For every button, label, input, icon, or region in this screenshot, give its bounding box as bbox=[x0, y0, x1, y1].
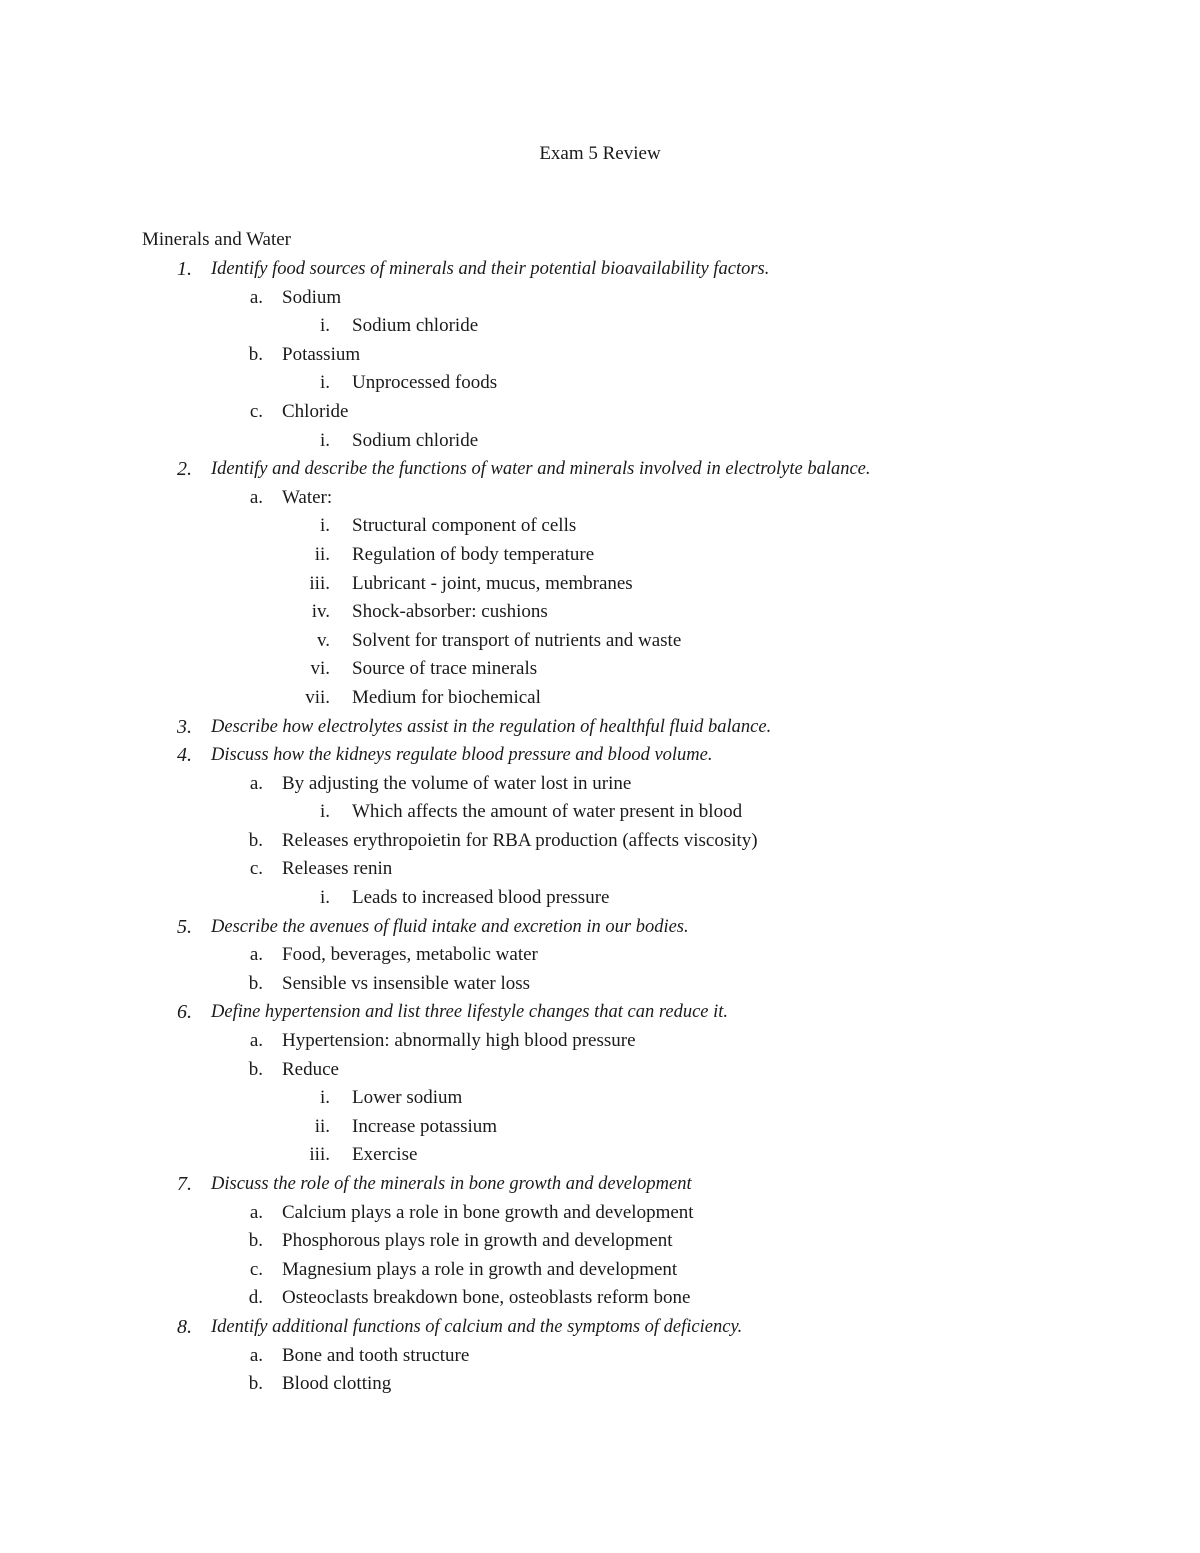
answer-item bbox=[0, 398, 1200, 427]
list-marker: 4. bbox=[177, 744, 192, 767]
list-marker: i. bbox=[319, 1087, 330, 1109]
list-text: Solvent for transport of nutrients and waste bbox=[352, 629, 682, 651]
list-marker: d. bbox=[248, 1287, 263, 1309]
answer-item bbox=[0, 941, 1200, 970]
list-marker: ii. bbox=[314, 543, 330, 565]
list-text: Magnesium plays a role in growth and development bbox=[282, 1258, 678, 1280]
list-text: Identify food sources of minerals and their potential bioavailability factors. bbox=[211, 259, 770, 279]
list-marker: i. bbox=[319, 429, 330, 451]
list-text: Source of trace minerals bbox=[352, 658, 538, 680]
answer-item bbox=[0, 1284, 1200, 1313]
list-marker: iv. bbox=[311, 601, 330, 623]
list-text: Chloride bbox=[282, 400, 349, 422]
question-item bbox=[0, 998, 1200, 1027]
list-text: Shock-absorber: cushions bbox=[352, 601, 548, 623]
list-marker: a. bbox=[249, 944, 263, 966]
sub-answer-item bbox=[0, 1141, 1200, 1170]
list-text: Water: bbox=[282, 486, 333, 508]
list-marker: v. bbox=[316, 629, 330, 651]
list-marker: i. bbox=[319, 801, 330, 823]
sub-answer-item bbox=[0, 684, 1200, 713]
list-text: Structural component of cells bbox=[352, 515, 577, 537]
list-marker: c. bbox=[249, 400, 263, 422]
answer-item bbox=[0, 341, 1200, 370]
sub-answer-item bbox=[0, 655, 1200, 684]
list-marker: b. bbox=[248, 972, 263, 994]
list-text: Medium for biochemical bbox=[352, 686, 541, 708]
list-text: Bone and tooth structure bbox=[282, 1344, 470, 1366]
list-marker: i. bbox=[319, 515, 330, 537]
list-text: Describe how electrolytes assist in the regulation of healthful fluid balance. bbox=[211, 716, 772, 737]
answer-item bbox=[0, 1056, 1200, 1085]
answer-item bbox=[0, 1342, 1200, 1371]
list-marker: 2. bbox=[177, 458, 192, 481]
question-item bbox=[0, 713, 1200, 742]
question-item bbox=[0, 741, 1200, 770]
answer-item bbox=[0, 1027, 1200, 1056]
list-text: Exercise bbox=[352, 1144, 418, 1166]
list-text: Releases renin bbox=[282, 858, 393, 880]
list-marker: i. bbox=[319, 887, 330, 909]
list-marker: a. bbox=[249, 486, 263, 508]
list-text: Discuss how the kidneys regulate blood pressure and blood volume. bbox=[211, 745, 713, 766]
list-text: Leads to increased blood pressure bbox=[352, 887, 610, 909]
list-marker: b. bbox=[248, 1230, 263, 1252]
list-marker: iii. bbox=[309, 1144, 330, 1166]
answer-item bbox=[0, 1199, 1200, 1228]
answer-item bbox=[0, 484, 1200, 513]
list-marker: c. bbox=[249, 858, 263, 880]
page-title: Exam 5 Review bbox=[539, 143, 661, 164]
list-marker: a. bbox=[249, 772, 263, 794]
answer-item bbox=[0, 284, 1200, 313]
sub-answer-item bbox=[0, 570, 1200, 599]
list-marker: i. bbox=[319, 315, 330, 337]
sub-answer-item bbox=[0, 884, 1200, 913]
outline-list bbox=[0, 255, 1200, 1399]
list-text: Lower sodium bbox=[352, 1087, 463, 1109]
list-marker: 8. bbox=[177, 1315, 192, 1338]
list-text: Regulation of body temperature bbox=[352, 543, 595, 565]
sub-answer-item bbox=[0, 312, 1200, 341]
question-item bbox=[0, 1170, 1200, 1199]
list-marker: vi. bbox=[310, 658, 330, 680]
list-marker: i. bbox=[319, 372, 330, 394]
list-text: Food, beverages, metabolic water bbox=[282, 944, 538, 966]
list-marker: 6. bbox=[177, 1001, 192, 1024]
list-marker: a. bbox=[249, 1344, 263, 1366]
list-text: Sodium chloride bbox=[352, 429, 479, 451]
list-text: Lubricant - joint, mucus, membranes bbox=[352, 572, 633, 594]
list-marker: b. bbox=[248, 829, 263, 851]
list-text: Which affects the amount of water present in blood bbox=[352, 801, 743, 823]
sub-answer-item bbox=[0, 512, 1200, 541]
sub-answer-item bbox=[0, 798, 1200, 827]
list-marker: b. bbox=[248, 1058, 263, 1080]
answer-item bbox=[0, 827, 1200, 856]
list-marker: b. bbox=[248, 1373, 263, 1395]
list-marker: c. bbox=[249, 1258, 263, 1280]
question-item bbox=[0, 1313, 1200, 1342]
list-text: Identify and describe the functions of water and minerals involved in electrolyte balance. bbox=[211, 459, 871, 480]
answer-item bbox=[0, 970, 1200, 999]
list-text: Releases erythropoietin for RBA production (affects viscosity) bbox=[282, 829, 758, 851]
list-text: Sodium chloride bbox=[352, 315, 479, 337]
section-heading: Minerals and Water bbox=[142, 229, 292, 250]
list-marker: 5. bbox=[177, 915, 192, 938]
list-text: Increase potassium bbox=[352, 1115, 498, 1137]
question-item bbox=[0, 913, 1200, 942]
question-item bbox=[0, 455, 1200, 484]
sub-answer-item bbox=[0, 627, 1200, 656]
list-text: Unprocessed foods bbox=[352, 372, 498, 394]
answer-item bbox=[0, 770, 1200, 799]
answer-item bbox=[0, 1256, 1200, 1285]
question-item bbox=[0, 255, 1200, 284]
sub-answer-item bbox=[0, 1084, 1200, 1113]
sub-answer-item bbox=[0, 541, 1200, 570]
list-marker: 3. bbox=[177, 715, 192, 738]
list-marker: ii. bbox=[314, 1115, 330, 1137]
list-text: Calcium plays a role in bone growth and development bbox=[282, 1201, 694, 1223]
list-marker: a. bbox=[249, 1030, 263, 1052]
list-text: Reduce bbox=[282, 1058, 339, 1080]
list-marker: 1. bbox=[177, 258, 192, 280]
list-text: Identify additional functions of calcium and the symptoms of deficiency. bbox=[211, 1316, 743, 1337]
list-marker: b. bbox=[248, 343, 263, 365]
answer-item bbox=[0, 855, 1200, 884]
list-marker: iii. bbox=[309, 572, 330, 594]
list-marker: a. bbox=[249, 1201, 263, 1223]
sub-answer-item bbox=[0, 369, 1200, 398]
sub-answer-item bbox=[0, 598, 1200, 627]
answer-item bbox=[0, 1227, 1200, 1256]
list-text: Hypertension: abnormally high blood pressure bbox=[282, 1030, 636, 1052]
list-text: Potassium bbox=[282, 343, 361, 365]
list-text: Blood clotting bbox=[282, 1373, 392, 1395]
sub-answer-item bbox=[0, 427, 1200, 456]
sub-answer-item bbox=[0, 1113, 1200, 1142]
list-text: Describe the avenues of fluid intake and excretion in our bodies. bbox=[211, 916, 689, 937]
list-text: By adjusting the volume of water lost in urine bbox=[282, 772, 632, 794]
answer-item bbox=[0, 1370, 1200, 1399]
list-marker: vii. bbox=[305, 686, 330, 708]
list-text: Discuss the role of the minerals in bone growth and development bbox=[211, 1174, 692, 1194]
list-text: Osteoclasts breakdown bone, osteoblasts reform bone bbox=[282, 1287, 691, 1309]
list-text: Sensible vs insensible water loss bbox=[282, 972, 531, 994]
list-marker: a. bbox=[249, 286, 263, 308]
list-text: Define hypertension and list three lifestyle changes that can reduce it. bbox=[211, 1002, 729, 1023]
list-marker: 7. bbox=[177, 1173, 192, 1195]
list-text: Phosphorous plays role in growth and development bbox=[282, 1230, 673, 1252]
list-text: Sodium bbox=[282, 286, 342, 308]
